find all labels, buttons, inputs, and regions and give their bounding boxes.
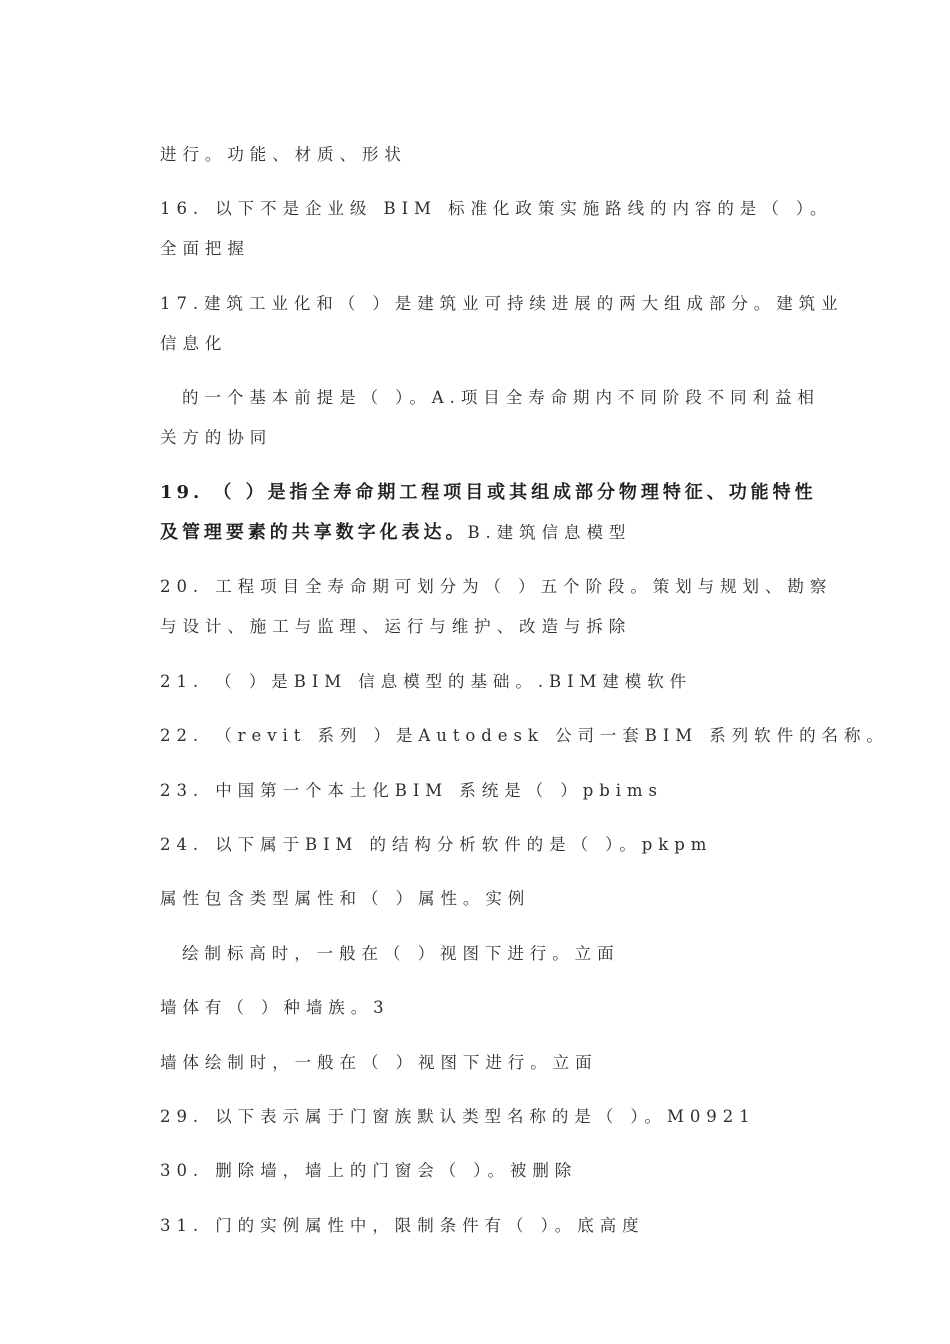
question-22: 22. （revit 系列 ）是Autodesk 公司一套BIM 系列软件的名称。: [160, 726, 889, 745]
answer-16: 全面把握: [160, 239, 250, 258]
question-25: 属性包含类型属性和（ ）属性。实例: [160, 889, 531, 908]
question-17: 17.建筑工业化和（ ）是建筑业可持续进展的两大组成部分。建筑业: [160, 294, 844, 313]
question-23: 23. 中国第一个本土化BIM 系统是（ ）pbims: [160, 781, 663, 800]
question-24: 24. 以下属于BIM 的结构分析软件的是（ ）。pkpm: [160, 835, 713, 854]
question-29: 29. 以下表示属于门窗族默认类型名称的是（ ）。M0921: [160, 1107, 756, 1126]
question-26: 绘制标高时，一般在（ ）视图下进行。立面: [182, 944, 620, 963]
question-19-continued: [160, 522, 840, 544]
question-28: 墙体绘制时，一般在（ ）视图下进行。立面: [160, 1053, 598, 1072]
answer-17: 信息化: [160, 334, 228, 353]
question-30: 30. 删除墙，墙上的门窗会（ ）。被删除: [160, 1161, 578, 1180]
question-31: 31. 门的实例属性中，限制条件有（ ）。底高度: [160, 1216, 645, 1235]
question-16: 16. 以下不是企业级 BIM 标准化政策实施路线的内容的是（ ）。: [160, 199, 833, 218]
question-19: 19. （ ）是指全寿命期工程项目或其组成部分物理特征、功能特性: [160, 482, 817, 503]
question-18: 的一个基本前提是（ ）。A.项目全寿命期内不同阶段不同利益相: [182, 388, 820, 407]
answer-20: 与设计、施工与监理、运行与维护、改造与拆除: [160, 617, 632, 636]
question-27: 墙体有（ ）种墙族。3: [160, 998, 390, 1017]
question-20: 20. 工程项目全寿命期可划分为（ ）五个阶段。策划与规划、勘察: [160, 577, 833, 596]
text-line-continuation: 进行。功能、材质、形状: [160, 145, 407, 164]
answer-19: B.建筑信息模型: [467, 523, 632, 542]
answer-18: 关方的协同: [160, 428, 273, 447]
question-19-tail: 及管理要素的共享数字化表达。: [160, 522, 468, 543]
question-21: 21. （ ）是BIM 信息模型的基础。.BIM建模软件: [160, 672, 693, 691]
